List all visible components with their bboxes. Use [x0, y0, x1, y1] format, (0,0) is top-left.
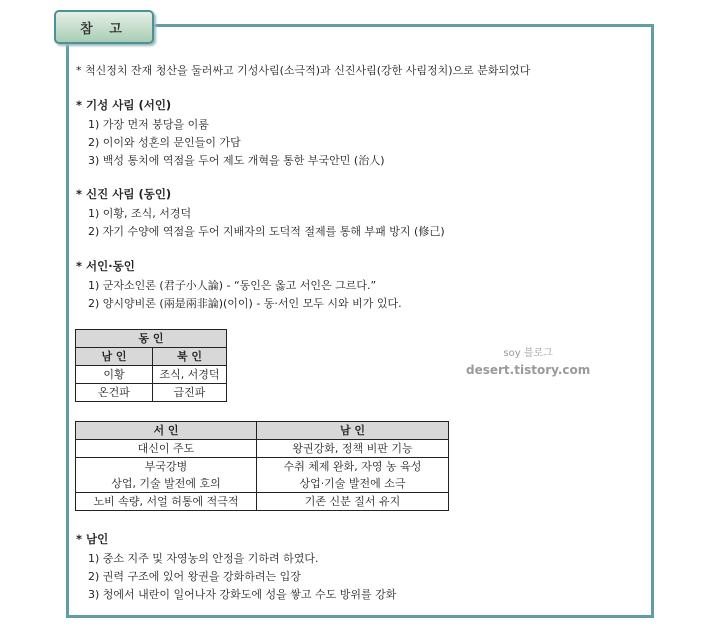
seoin-namin-table — [75, 421, 449, 511]
blog-watermark — [466, 346, 590, 378]
section-line: 2) 양시양비론 (兩是兩非論)(이이) - 동·서인 모두 시와 비가 있다. — [88, 297, 402, 310]
section-heading-namin: * 남인 — [76, 532, 109, 546]
table-cell: 노비 속량, 서얼 허통에 적극적 — [76, 493, 257, 511]
table-header: 남 인 — [76, 348, 153, 366]
table-header: 북 인 — [153, 348, 227, 366]
section-line: 2) 이이와 성혼의 문인들이 가담 — [88, 136, 241, 149]
section-line: 2) 권력 구조에 있어 왕권을 강화하려는 입장 — [88, 570, 301, 583]
section-line: 1) 이황, 조식, 서경덕 — [88, 207, 192, 220]
reference-box — [66, 24, 654, 618]
reference-tab: 참 고 — [54, 10, 154, 44]
table-cell: 왕권강화, 정책 비판 기능 — [257, 440, 449, 458]
table-title: 동 인 — [76, 330, 227, 348]
table-cell: 부국강병 — [76, 458, 257, 476]
watermark-line1: soy 블로그 — [503, 348, 553, 359]
watermark-line2: desert.tistory.com — [466, 363, 591, 377]
section-line: 3) 청에서 내란이 일어나자 강화도에 성을 쌓고 수도 방위를 강화 — [88, 588, 397, 601]
table-cell: 온건파 — [76, 384, 153, 402]
section-heading-sinjin: * 신진 사림 (동인) — [76, 187, 172, 201]
table-cell: 대신이 주도 — [76, 440, 257, 458]
section-line: 1) 가장 먼저 붕당을 이룸 — [88, 118, 209, 131]
section-heading-giseong: * 기성 사림 (서인) — [76, 98, 172, 112]
section-line: 1) 군자소인론 (君子小人論) - “동인은 옳고 서인은 그르다.” — [88, 279, 377, 292]
table-cell: 조식, 서경덕 — [153, 366, 227, 384]
section-line: 3) 백성 통치에 역점을 두어 제도 개혁을 통한 부국안민 (治人) — [88, 154, 385, 167]
section-heading-seoin-dongin: * 서인·동인 — [76, 259, 135, 273]
table-cell: 급진파 — [153, 384, 227, 402]
table-cell: 상업·기술 발전에 소극 — [257, 475, 449, 493]
table-cell: 수취 체제 완화, 자영 농 육성 — [257, 458, 449, 476]
intro-text: * 척신정치 잔재 청산을 둘러싸고 기성사림(소극적)과 신진사림(강한 사림정치)으로 분화되었다 — [76, 64, 531, 77]
table-cell: 기존 신분 질서 유지 — [257, 493, 449, 511]
table-cell: 이황 — [76, 366, 153, 384]
table-header: 서 인 — [76, 422, 257, 440]
table-cell: 상업, 기술 발전에 호의 — [76, 475, 257, 493]
section-line: 1) 중소 지주 및 자영농의 안정을 기하려 하였다. — [88, 552, 319, 565]
section-line: 2) 자기 수양에 역점을 두어 지배자의 도덕적 절제를 통해 부패 방지 (修己) — [88, 225, 445, 238]
table-header: 남 인 — [257, 422, 449, 440]
dongin-table — [75, 329, 227, 402]
